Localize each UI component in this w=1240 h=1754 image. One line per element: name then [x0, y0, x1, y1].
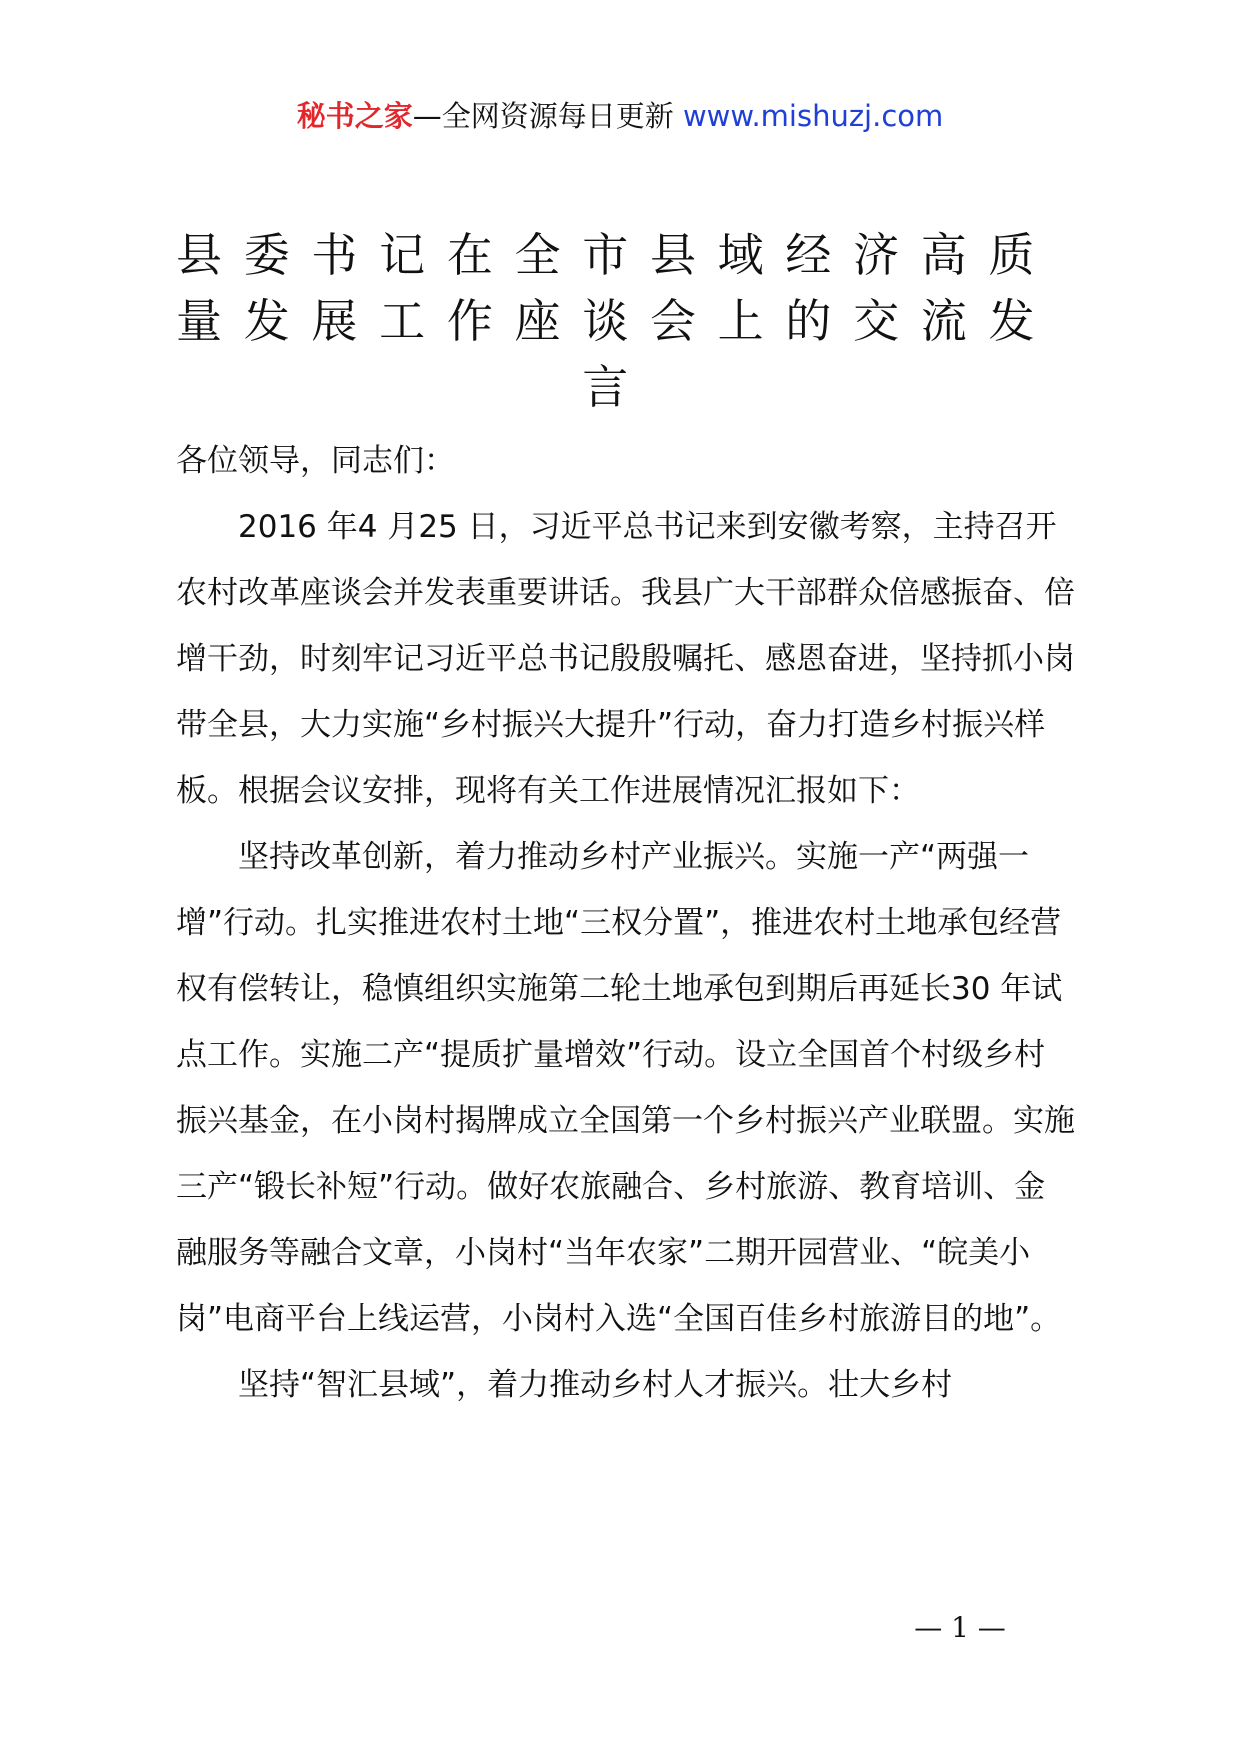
site-header — [0, 96, 1240, 136]
salutation: 各位领导，同志们： — [176, 443, 455, 479]
page-number: — 1 — — [914, 1611, 1006, 1644]
site-brand: 秘书之家 — [296, 99, 413, 133]
body-paragraph: 2016 年4 月25 日，习近平总书记来到安徽考察，主持召开农村改革座谈会并发表重要讲话。我县广大干部群众倍感振奋、倍增干劲，时刻牢记习近平总书记殷殷嘱托、感恩奋进，坚持抓小岗带全县，大力实施“乡村振兴大提升”行动，奋力打造乡村振兴样板。根据会议安排，现将有关工作进展情况汇报如下： — [176, 509, 1075, 809]
body-paragraph: 坚持改革创新，着力推动乡村产业振兴。实施一产“两强一增”行动。扎实推进农村土地“三权分置”，推进农村土地承包经营权有偿转让，稳慎组织实施第二轮土地承包到期后再延长30 年试点工作。实施二产“提质扩量增效”行动。设立全国首个村级乡村振兴基金，在小岗村揭牌成立全国第一个乡村振兴产业联盟。实施三产“锻长补短”行动。做好农旅融合、乡村旅游、教育培训、金融服务等融合文章，小岗村“当年农家”二期开园营业、“皖美小岗”电商平台上线运营，小岗村入选“全国百佳乡村旅游目的地”。 — [176, 839, 1075, 1337]
body-paragraph: 坚持“智汇县域”，着力推动乡村人才振兴。壮大乡村 — [238, 1367, 953, 1403]
document-title: 县委书记在全市县域经济高质量发展工作座谈会上的交流发言 — [176, 228, 1056, 414]
site-url-link[interactable]: www.mishuzj.com — [682, 99, 944, 133]
site-slogan: —全网资源每日更新 — [412, 99, 674, 133]
document-body — [176, 428, 1076, 1418]
